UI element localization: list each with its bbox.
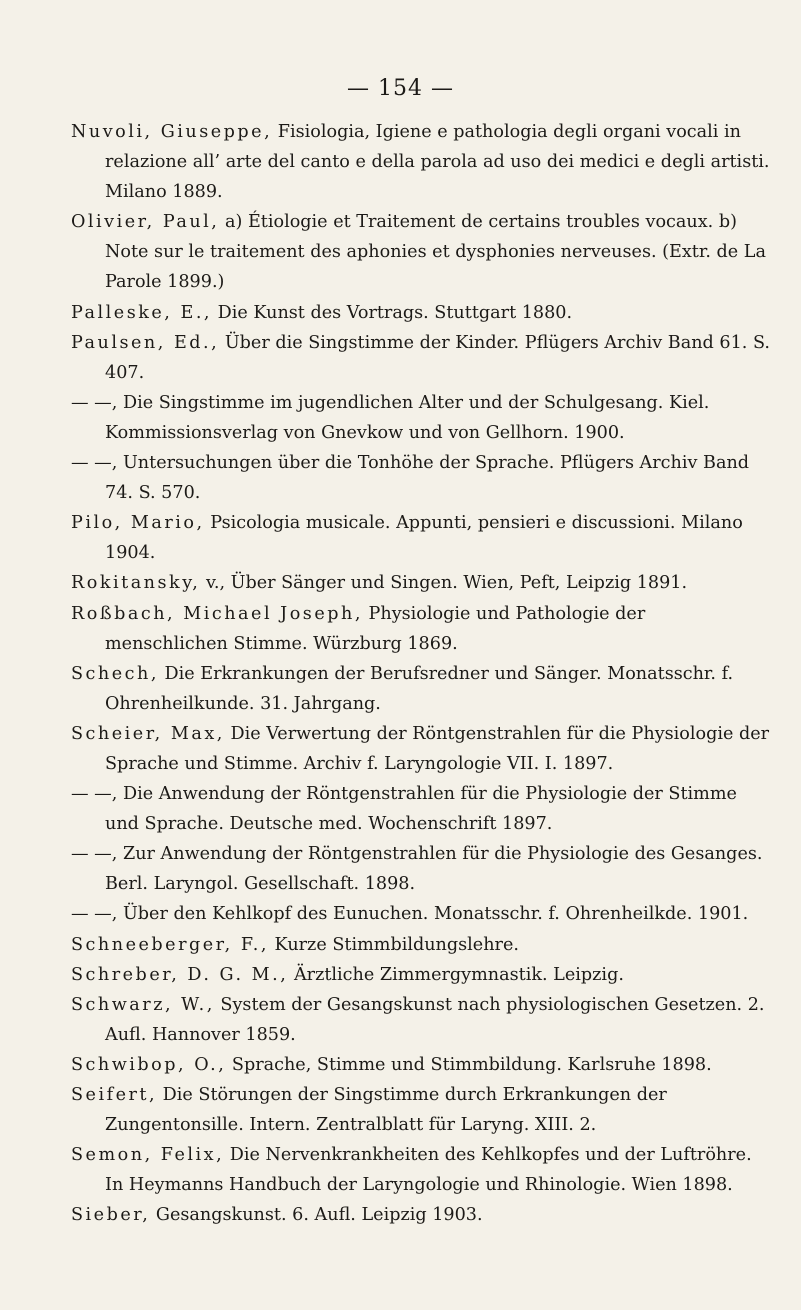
- entry-text: Die Anwendung der Röntgenstrahlen für die Physiologie der Stimme und Sprache. Deutsche med. Wochenschrift 1897.: [105, 784, 737, 835]
- bibliography-entry: [71, 117, 771, 207]
- entry-author: — —,: [71, 392, 118, 413]
- bibliography-entry: [71, 207, 771, 297]
- bibliography-entry: [71, 960, 771, 990]
- entry-author: Palleske, E.,: [71, 302, 213, 323]
- bibliography-entry: [71, 1050, 771, 1080]
- entry-author: Schwarz, W.,: [71, 994, 215, 1015]
- entry-text: Die Verwertung der Röntgenstrahlen für die Physiologie der Sprache und Stimme. Archiv f. Laryngologie VII. I. 1897.: [105, 723, 770, 774]
- bibliography-entry: [71, 328, 771, 388]
- entry-text: Psicologia musicale. Appunti, pensieri e discussioni. Milano 1904.: [105, 513, 743, 564]
- bibliography-entry: [71, 298, 771, 328]
- entry-text: Physiologie und Pathologie der menschlichen Stimme. Würzburg 1869.: [105, 603, 646, 654]
- entry-text: Die Singstimme im jugendlichen Alter und der Schulgesang. Kiel. Kommissionsverlag von Gnevkow und von Gellhorn. 1900.: [105, 392, 710, 443]
- entry-author: Pilo, Mario,: [71, 513, 205, 534]
- entry-text: Zur Anwendung der Röntgenstrahlen für die Physiologie des Gesanges. Berl. Laryngol. Gesellschaft. 1898.: [105, 844, 763, 895]
- entry-text: Untersuchungen über die Tonhöhe der Sprache. Pflügers Archiv Band 74. S. 570.: [105, 453, 750, 504]
- entry-author: — —,: [71, 904, 118, 925]
- entry-author: Schreber, D. G. M.,: [71, 964, 289, 985]
- entry-author: — —,: [71, 784, 118, 805]
- entry-text: Sprache, Stimme und Stimmbildung. Karlsruhe 1898.: [226, 1054, 712, 1075]
- entry-text: Fisiologia, Igiene e pathologia degli organi vocali in relazione all’ arte del canto e della parola ad uso dei medici e degli artisti. Milano 1889.: [105, 122, 770, 203]
- entry-author: Scheier, Max,: [71, 723, 225, 744]
- entry-author: Olivier, Paul,: [71, 212, 220, 233]
- entry-author: Paulsen, Ed.,: [71, 332, 220, 353]
- entry-author: Roßbach, Michael Joseph,: [71, 603, 363, 624]
- entry-text: Die Erkrankungen der Berufsredner und Sänger. Monatsschr. f. Ohrenheilkunde. 31. Jahrgang.: [105, 663, 734, 714]
- entry-author: Schwibop, O.,: [71, 1054, 227, 1075]
- bibliography-entry: [71, 1080, 771, 1140]
- bibliography-list: [71, 117, 771, 1230]
- entry-text: System der Gesangskunst nach physiologischen Gesetzen. 2. Aufl. Hannover 1859.: [105, 994, 765, 1045]
- entry-author: Sieber,: [71, 1205, 151, 1226]
- entry-text: Gesangskunst. 6. Aufl. Leipzig 1903.: [150, 1205, 483, 1226]
- bibliography-entry: [71, 839, 771, 899]
- bibliography-entry: [71, 990, 771, 1050]
- bibliography-entry: [71, 899, 771, 929]
- bibliography-entry: [71, 568, 771, 598]
- entry-author: Schech,: [71, 663, 159, 684]
- entry-author: Semon, Felix,: [71, 1145, 225, 1166]
- entry-author: Rokitansky,: [71, 573, 201, 594]
- entry-text: Die Kunst des Vortrags. Stuttgart 1880.: [212, 302, 573, 323]
- entry-text: Kurze Stimmbildungslehre.: [268, 934, 519, 955]
- entry-text: Über den Kehlkopf des Eunuchen. Monatsschr. f. Ohrenheilkde. 1901.: [117, 904, 749, 925]
- entry-text: Die Nervenkrankheiten des Kehlkopfes und der Luftröhre. In Heymanns Handbuch der Laryngologie und Rhinologie. Wien 1898.: [105, 1145, 752, 1196]
- page-number-header: — 154 —: [347, 76, 454, 101]
- bibliography-entry: [71, 388, 771, 448]
- bibliography-entry: [71, 599, 771, 659]
- bibliography-entry: [71, 779, 771, 839]
- entry-author: — —,: [71, 844, 118, 865]
- bibliography-entry: [71, 508, 771, 568]
- entry-author: Schneeberger, F.,: [71, 934, 269, 955]
- entry-author: Nuvoli, Giuseppe,: [71, 122, 273, 142]
- entry-author: Seifert,: [71, 1085, 158, 1105]
- bibliography-entry: [71, 1200, 771, 1230]
- entry-text: Über die Singstimme der Kinder. Pflügers Archiv Band 61. S. 407.: [105, 332, 770, 383]
- entry-author: — —,: [71, 453, 118, 474]
- bibliography-entry: [71, 659, 771, 719]
- bibliography-entry: [71, 448, 771, 508]
- entry-text: v., Über Sänger und Singen. Wien, Peft, Leipzig 1891.: [200, 573, 688, 594]
- entry-text: a) Étiologie et Traitement de certains troubles vocaux. b) Note sur le traitement des aphonies et dysphonies nerveuses. (Extr. de La Parole 1899.): [105, 212, 766, 293]
- entry-text: Ärztliche Zimmergymnastik. Leipzig.: [288, 964, 624, 985]
- bibliography-entry: [71, 719, 771, 779]
- entry-text: Die Störungen der Singstimme durch Erkrankungen der Zungentonsille. Intern. Zentralblatt für Laryng. XIII. 2.: [105, 1085, 667, 1136]
- bibliography-entry: [71, 930, 771, 960]
- bibliography-entry: [71, 1140, 771, 1200]
